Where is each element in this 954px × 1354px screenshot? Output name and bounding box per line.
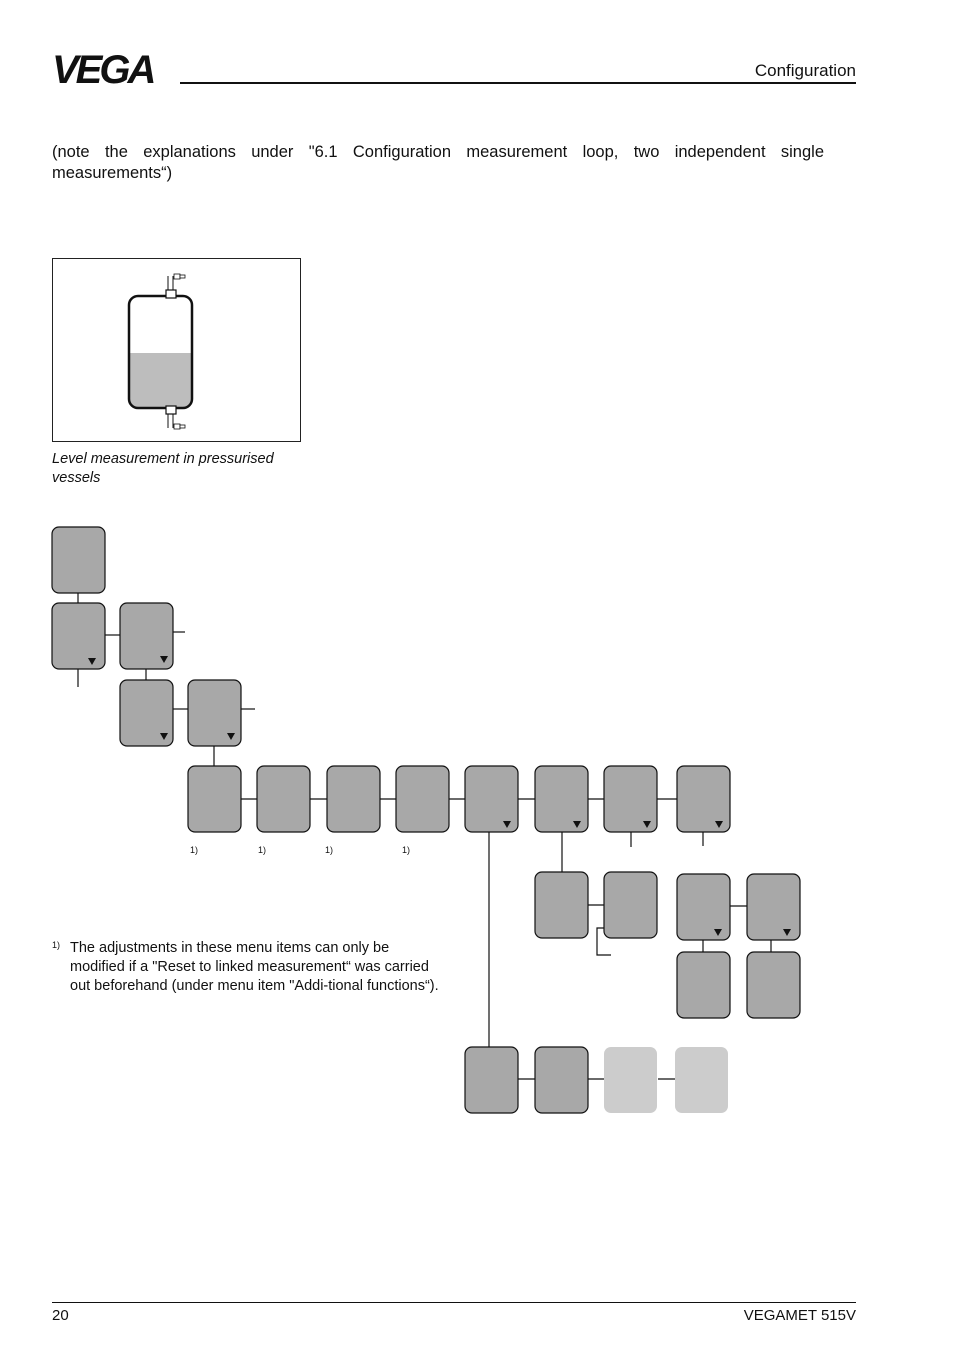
menu-box: [604, 872, 657, 938]
footnote-label: 1): [52, 940, 61, 950]
page-number: 20: [52, 1307, 69, 1324]
footnote-mark: 1): [325, 845, 334, 855]
connector-lines: [78, 592, 771, 1079]
footnote-text: The adjustments in these menu items can only be modified if a "Reset to linked measurement“ was carried out beforehand (under menu item "Addi-tional functions“).: [70, 940, 439, 994]
menu-box: [535, 1047, 588, 1113]
menu-box: [327, 766, 380, 832]
section-title: Configuration: [754, 61, 856, 80]
menu-box: [188, 766, 241, 832]
menu-box: [465, 1047, 518, 1113]
logo-text: VEGA: [52, 52, 154, 86]
menu-box-light: [604, 1047, 657, 1113]
footnote-mark: 1): [258, 845, 267, 855]
menu-box: [677, 952, 730, 1018]
figure-caption: Level measurement in pressurised vessels: [52, 451, 274, 486]
menu-box: [257, 766, 310, 832]
menu-box: [52, 527, 105, 593]
menu-boxes: [52, 527, 800, 1113]
menu-box: [535, 872, 588, 938]
menu-box-light: [675, 1047, 728, 1113]
footer-rule: [52, 1302, 856, 1303]
footnote-mark: 1): [190, 845, 199, 855]
menu-box: [747, 952, 800, 1018]
menu-box: [396, 766, 449, 832]
product-name: VEGAMET 515V: [743, 1307, 856, 1324]
intro-note: (note the explanations under "6.1 Configuration measurement loop, two independent single measurements“): [52, 143, 824, 182]
footnote-mark: 1): [402, 845, 411, 855]
menu-box: [52, 603, 105, 669]
menu-box: [677, 874, 730, 940]
menu-box: [747, 874, 800, 940]
